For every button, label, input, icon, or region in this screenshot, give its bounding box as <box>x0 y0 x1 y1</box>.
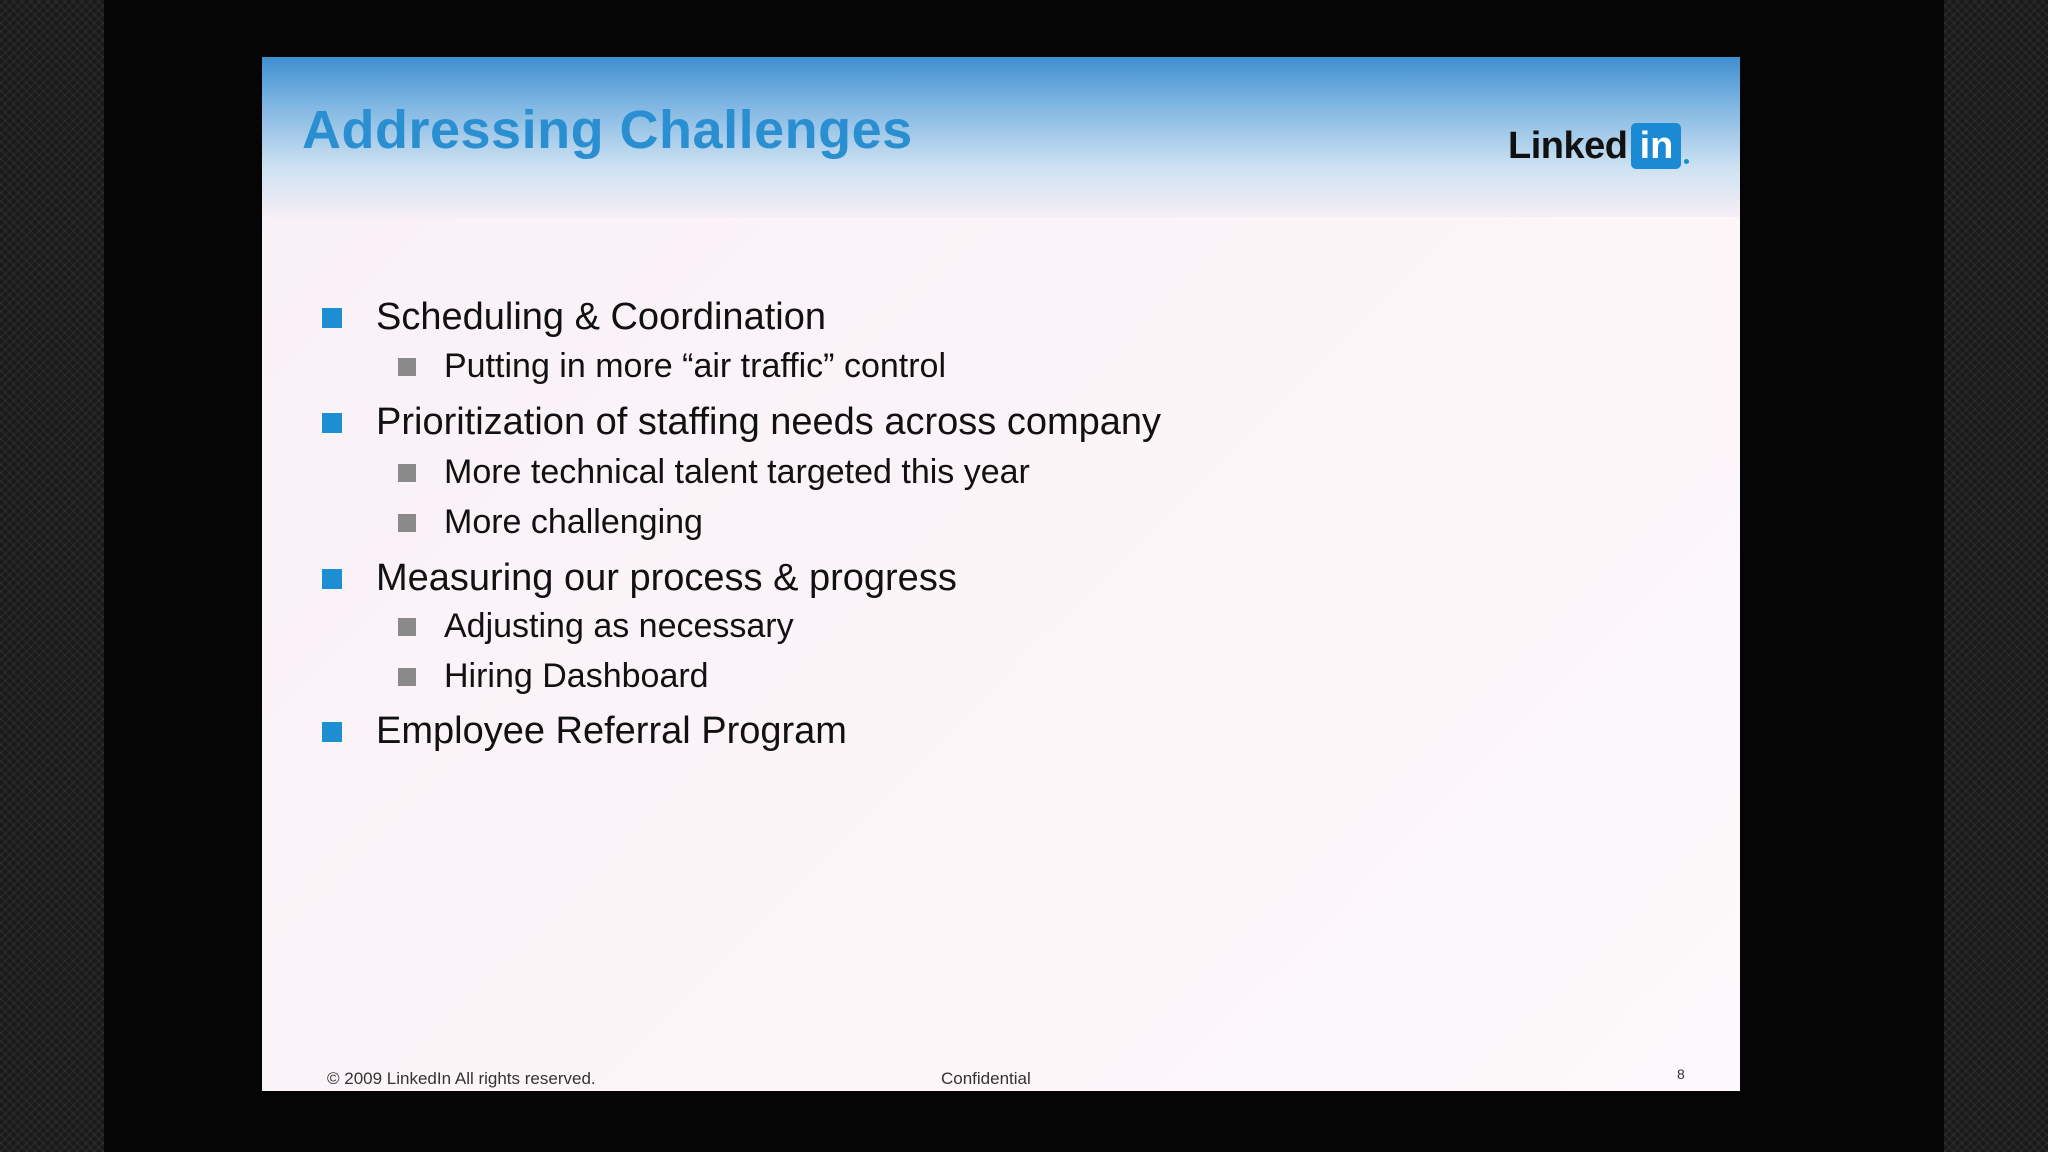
footer-copyright: © 2009 LinkedIn All rights reserved. <box>327 1069 596 1088</box>
sub-bullet-text: Adjusting as necessary <box>444 607 794 645</box>
sub-bullet-text: Hiring Dashboard <box>444 657 709 695</box>
square-subbullet-icon <box>398 618 416 636</box>
presentation-slide <box>262 57 1740 1091</box>
sub-bullet-item <box>398 347 946 386</box>
bullet-text: Measuring our process & progress <box>376 557 957 599</box>
sub-bullet-item <box>398 453 1030 492</box>
square-bullet-icon <box>322 413 342 433</box>
linkedin-in-box: in <box>1631 123 1681 169</box>
bullet-item <box>322 557 957 600</box>
sub-bullet-text: More technical talent targeted this year <box>444 453 1030 491</box>
bullet-text: Employee Referral Program <box>376 710 847 752</box>
bullet-text: Prioritization of staffing needs across company <box>376 401 1162 443</box>
square-subbullet-icon <box>398 668 416 686</box>
footer-confidential: Confidential <box>941 1069 1031 1088</box>
square-subbullet-icon <box>398 464 416 482</box>
bullet-text: Scheduling & Coordination <box>376 296 826 338</box>
square-bullet-icon <box>322 308 342 328</box>
left-border-texture <box>0 0 104 1152</box>
sub-bullet-item <box>398 607 794 646</box>
sub-bullet-item <box>398 503 703 542</box>
right-border-texture <box>1944 0 2048 1152</box>
linkedin-logo-text: Linked <box>1508 124 1628 167</box>
slide-title: Addressing Challenges <box>302 100 913 160</box>
sub-bullet-text: More challenging <box>444 503 703 541</box>
bullet-list <box>262 57 1740 1091</box>
sub-bullet-text: Putting in more “air traffic” control <box>444 347 946 385</box>
sub-bullet-item <box>398 657 709 696</box>
bullet-item <box>322 401 1161 444</box>
slide-page-number: 8 <box>1677 1066 1685 1082</box>
bullet-item <box>322 296 826 339</box>
square-subbullet-icon <box>398 514 416 532</box>
bullet-item <box>322 710 847 753</box>
square-bullet-icon <box>322 569 342 589</box>
square-subbullet-icon <box>398 358 416 376</box>
square-bullet-icon <box>322 722 342 742</box>
